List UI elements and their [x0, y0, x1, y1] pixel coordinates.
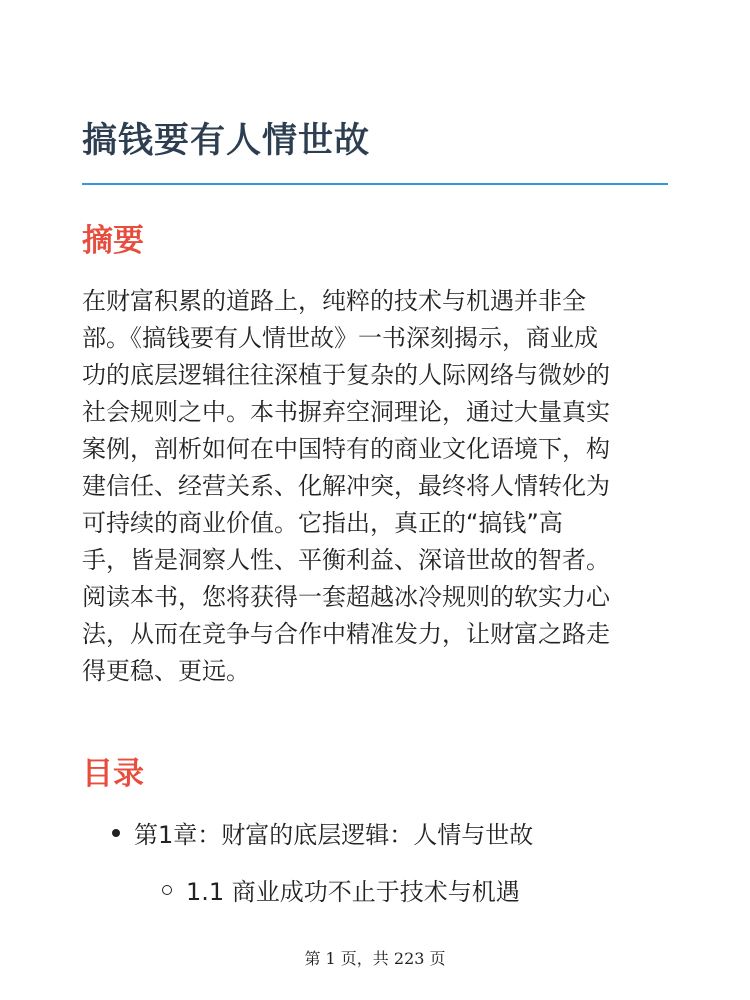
summary-line: 社会规则之中。本书摒弃空洞理论，通过大量真实: [82, 398, 610, 426]
summary-line: 法，从而在竞争与合作中精准发力，让财富之路走: [82, 620, 610, 648]
summary-line: 功的底层逻辑往往深植于复杂的人际网络与微妙的: [82, 361, 610, 389]
toc-chapter-item[interactable]: [112, 818, 533, 852]
summary-line: 在财富积累的道路上，纯粹的技术与机遇并非全: [82, 287, 586, 315]
bullet-circle-icon: [162, 885, 172, 895]
toc-chapter-label: 第1章：财富的底层逻辑：人情与世故: [134, 821, 534, 849]
bullet-disc-icon: [112, 829, 120, 837]
summary-line: 手，皆是洞察人性、平衡利益、深谙世故的智者。: [82, 546, 610, 574]
toc-heading: 目录: [82, 756, 144, 792]
summary-line: 部。《搞钱要有人情世故》一书深刻揭示，商业成: [82, 324, 598, 352]
summary-line: 建信任、经营关系、化解冲突，最终将人情转化为: [82, 472, 610, 500]
toc-section-label: 1.1 商业成功不止于技术与机遇: [186, 878, 520, 906]
summary-line: 得更稳、更远。: [82, 657, 250, 685]
summary-line: 阅读本书，您将获得一套超越冰冷规则的软实力心: [82, 583, 610, 611]
toc-section-item[interactable]: [162, 875, 520, 909]
document-title: 搞钱要有人情世故: [82, 121, 371, 161]
page-footer: 第 1 页，共 223 页: [304, 949, 446, 968]
title-divider: [82, 183, 668, 185]
summary-line: 可持续的商业价值。它指出，真正的“搞钱”高: [82, 509, 563, 537]
summary-paragraph: [82, 283, 674, 690]
summary-line: 案例，剖析如何在中国特有的商业文化语境下，构: [82, 435, 610, 463]
summary-heading: 摘要: [82, 223, 144, 259]
